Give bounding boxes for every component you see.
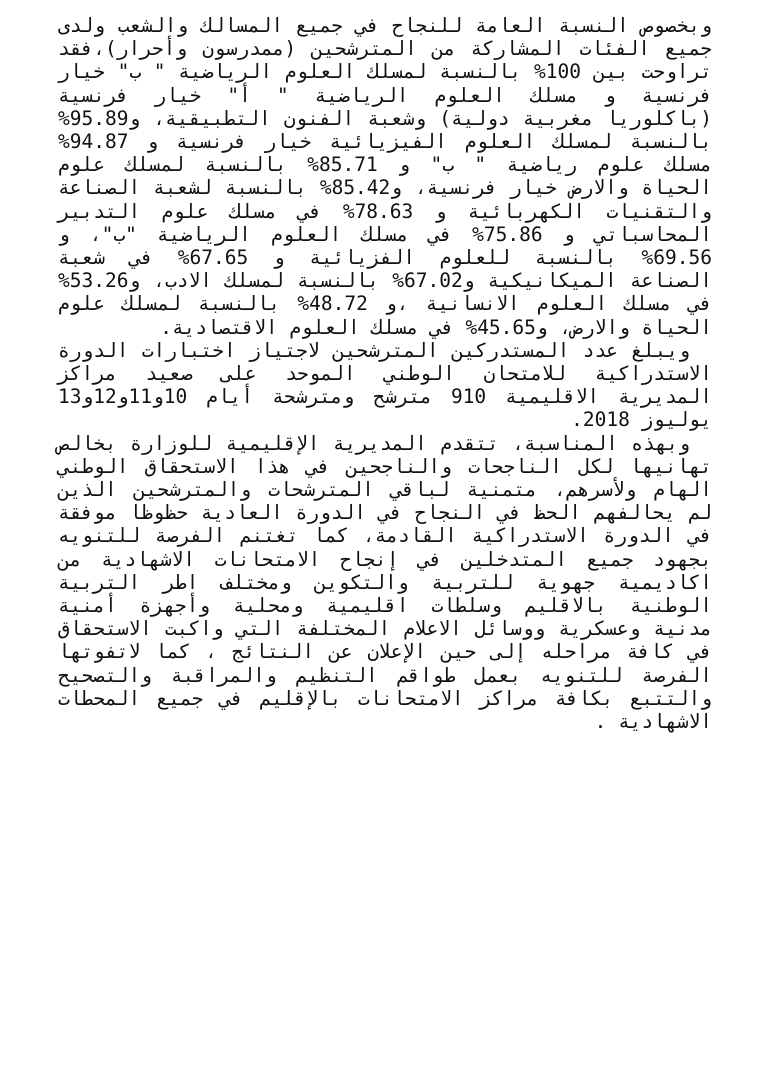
results-paragraph: وبخصوص النسبة العامة للنجاح في جميع المسالك والشعب ولدى جميع الفئات المشاركة من المترشحين (ممدرسون وأحرار)،فقد تراوحت بين 100% بالنسبة لمسلك العلوم الرياضية " ب" خيار فرنسية و مسلك العلوم الرياضية " أ" خيار فرنسية (باكلوريا مغربية دولية) وشعبة الفنون التطبيقية، و95.89% بالنسبة لمسلك العلوم الفيزيائية خيار فرنسية و 94.87% مسلك علوم رياضية " ب" و 85.71% بالنسبة لمسلك علوم الحياة والارض خيار فرنسية، و85.42% بالنسبة لشعبة الصناعة والتقنيات الكهربائية و 78.63% في مسلك علوم التدبير المحاسباتي و 75.86% في مسلك العلوم الرياضية "ب"، و 69.56% بالنسبة للعلوم الفزيائية و 67.65% في شعبة الصناعة الميكانيكية و67.02% بالنسبة لمسلك الادب، و53.26% في مسلك العلوم الانسانية ،و 48.72% بالنسبة لمسلك علوم الحياة والارض، و45.65% في مسلك العلوم الاقتصادية.	[58, 14, 712, 339]
document-page	[58, 14, 712, 1074]
congratulations-paragraph: وبهذه المناسبة، تتقدم المديرية الإقليمية للوزارة بخالص تهانيها لكل الناجحات والناجحين في هذا الاستحقاق الوطني الهام ولأسرهم، متمنية لباقي المترشحات والمترشحين الذين لم يحالفهم الحظ في النجاح في الدورة العادية حظوظا موفقة في الدورة الاستدراكية القادمة، كما تغتنم الفرصة للتنويه بجهود جميع المتدخلين في إنجاح الامتحانات الاشهادية من اكاديمية جهوية للتربية والتكوين ومختلف اطر التربية الوطنية بالاقليم وسلطات اقليمية ومحلية وأجهزة أمنية مدنية وعسكرية ووسائل الاعلام المختلفة التي واكبت الاستحقاق في كافة مراحله إلى حين الإعلان عن النتائج ، كما لاتفوتها الفرصة للتنويه بعمل طواقم التنظيم والمراقبة والتصحيح والتتبع بكافة مراكز الامتحانات بالإقليم في جميع المحطات الاشهادية .	[58, 431, 712, 734]
retake-candidates-paragraph: ويبلغ عدد المستدركين المترشحين لاجتياز اختبارات الدورة الاستدراكية للامتحان الوطني الموحد على صعيد مراكز المديرية الاقليمية 910 مترشح ومترشحة أيام 10و11و12و13 يوليوز 2018.	[58, 338, 712, 432]
